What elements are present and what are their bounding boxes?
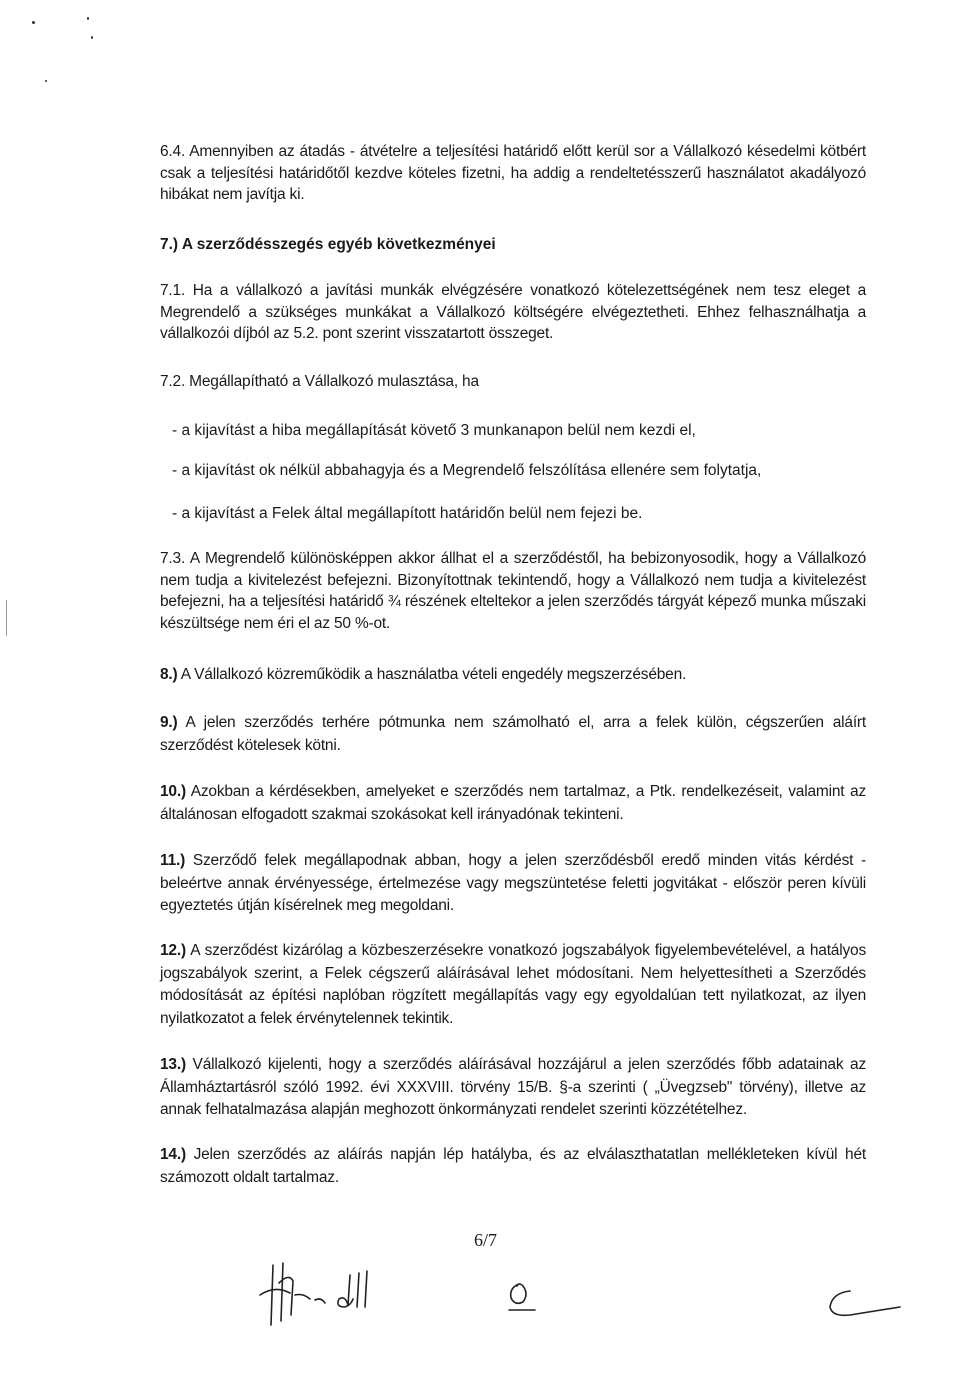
section-11-number: 11.) (160, 852, 186, 869)
scan-speck (45, 80, 47, 82)
section-8-number: 8.) (160, 666, 178, 683)
list-item: - a kijavítást ok nélkül abbahagyja és a Megrendelő felszólítása ellenére sem folytatja, (172, 462, 762, 479)
section-13 (160, 1054, 866, 1122)
signature-initials-3 (820, 1285, 910, 1325)
scan-edge-mark (6, 600, 7, 636)
section-13-text: Vállalkozó kijelenti, hogy a szerződés aláírásával hozzájárul a jelen szerződés főbb adatainak az Államháztartásról szóló 1992. évi XXXVIII. törvény 15/B. §-a szerinti ( „Üvegzseb" törvény), illetve az annak felhatalmazása alapján meghozott önkormányzati rendelet szerinti közzétételhez. (160, 1056, 866, 1118)
section-11 (160, 850, 866, 918)
section-10-text: Azokban a kérdésekben, amelyeket e szerződés nem tartalmaz, a Ptk. rendelkezéseit, valamint az általánosan elfogadott szakmai szokásokat kell irányadónak tekinteni. (160, 783, 866, 823)
scan-speck (32, 21, 35, 24)
section-7-heading: 7.) A szerződésszegés egyéb következményei (160, 236, 496, 253)
section-14-number: 14.) (160, 1146, 186, 1163)
signature-initials-1 (255, 1255, 395, 1335)
section-8 (160, 664, 866, 687)
section-12 (160, 940, 866, 1030)
scan-speck (87, 17, 89, 20)
section-11-text: Szerződő felek megállapodnak abban, hogy a jelen szerződésből eredő minden vitás kérdést - beleértve annak érvényessége, értelmezése vagy megszüntetése feletti jogvitákat - először peren kívüli egyeztetés útján kísérelnek meg megoldani. (160, 852, 866, 914)
scan-speck (91, 36, 93, 39)
page-number: 6/7 (474, 1230, 498, 1250)
list-item: - a kijavítást a hiba megállapítását követő 3 munkanapon belül nem kezdi el, (172, 422, 696, 439)
paragraph-7-1: 7.1. Ha a vállalkozó a javítási munkák elvégzésére vonatkozó kötelezettségének nem tesz eleget a Megrendelő a szükséges munkákat a Vállalkozó költségére elvégeztetheti. Ehhez felhasználhatja a vállalkozói díjból az 5.2. pont szerint visszatartott összeget. (160, 282, 866, 343)
signature-initials-2 (505, 1278, 545, 1318)
paragraph-6-4: 6.4. Amennyiben az átadás - átvételre a teljesítési határidő előtt kerül sor a Vállalkozó késedelmi kötbért csak a teljesítési határidőtől kezdve köteles fizetni, ha addig a rendeltetésszerű használatot akadályozó hibákat nem javítja ki. (160, 143, 866, 204)
section-9-number: 9.) (160, 714, 178, 731)
section-12-text: A szerződést kizárólag a közbeszerzésekre vonatkozó jogszabályok figyelembevételével, a hatályos jogszabályok szerint, a Felek cégszerű aláírásával lehet módosítani. Nem helyettesítheti a Szerződés módosítását az építési naplóban rögzített megállapítás vagy egy egyoldalúan tett nyilatkozat, az ilyen nyilatkozatot a felek érvénytelennek tekintik. (160, 942, 866, 1027)
section-14 (160, 1144, 866, 1189)
section-13-number: 13.) (160, 1056, 186, 1073)
list-item: - a kijavítást a Felek által megállapított határidőn belül nem fejezi be. (172, 505, 643, 522)
section-8-text: A Vállalkozó közreműködik a használatba vételi engedély megszerzésében. (177, 666, 687, 683)
section-14-text: Jelen szerződés az aláírás napján lép hatályba, és az elválaszthatatlan mellékleteken kívül hét számozott oldalt tartalmaz. (160, 1146, 866, 1186)
section-9 (160, 712, 866, 757)
section-10-number: 10.) (160, 783, 186, 800)
section-10 (160, 781, 866, 826)
paragraph-7-3: 7.3. A Megrendelő különösképpen akkor állhat el a szerződéstől, ha bebizonyosodik, hogy a Vállalkozó nem tudja a kivitelezést befejezni. Bizonyítottnak tekintendő, hogy a Vállalkozó nem tudja a kivitelezést befejezni, ha a teljesítési határidő ¾ részének elteltekor a jelen szerződés tárgyát képező munka műszaki készültsége nem éri el az 50 %-ot. (160, 550, 866, 632)
section-9-text: A jelen szerződés terhére pótmunka nem számolható el, arra a felek külön, cégszerűen aláírt szerződést kötelesek kötni. (160, 714, 866, 754)
section-12-number: 12.) (160, 942, 186, 959)
paragraph-7-2: 7.2. Megállapítható a Vállalkozó mulasztása, ha (160, 373, 479, 390)
